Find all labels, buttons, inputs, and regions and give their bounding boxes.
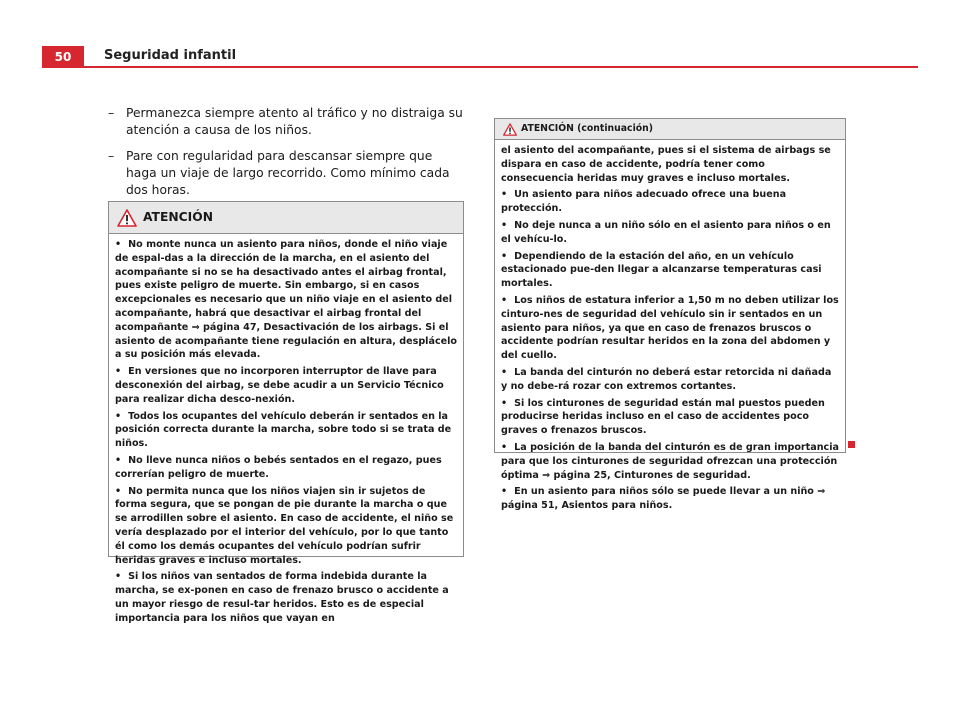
bullet-marker: • [501,189,508,201]
list-item-text: Si los cinturones de seguridad están mal puestos pueden producirse heridas incluso en el caso de accidentes poco graves o frenazos bruscos. [501,397,825,437]
list-item-text: Todos los ocupantes del vehículo deberán ir sentados en la posición correcta durante la marcha, sobre todo si se trata de niños. [115,410,452,450]
bullet-marker: • [501,250,508,262]
list-item-text: En versiones que no incorporen interruptor de llave para desconexión del airbag, se debe acudir a un Servicio Técnico para realizar dicha desco-nexión. [115,366,444,405]
list-item [115,570,458,625]
list-item-text: Un asiento para niños adecuado ofrece una buena protección. [501,189,787,215]
section-end-marker [848,441,855,448]
intro-list [108,105,464,208]
warning-triangle-icon [117,209,137,227]
bullet-marker: • [115,485,122,497]
continuation-text: el asiento del acompañante, pues si el sistema de airbags se dispara en caso de accidente, podría tener como consecuencia heridas muy graves e incluso mortales. [501,145,831,184]
list-item-text: Los niños de estatura inferior a 1,50 m no deben utilizar los cinturo-nes de seguridad del vehículo sin ir sentados en un asiento para niños, ya que en caso de frenazos bruscos o accidente podrían resultar heridos en la zona del abdomen y del cuello. [501,294,839,362]
list-item-text: Dependiendo de la estación del año, en un vehículo estacionado pue-den llegar a alcanzarse temperaturas casi mortales. [501,250,822,290]
dash-marker: – [108,106,115,120]
list-item-text: La banda del cinturón no deberá estar retorcida ni dañada y no debe-rá rozar con extremos cortantes. [501,366,832,392]
page-title: Seguridad infantil [104,48,237,63]
warning-title: ATENCIÓN (continuación) [521,123,654,135]
dash-marker: – [108,149,115,163]
list-item-text: No lleve nunca niños o bebés sentados en el regazo, pues correrían peligro de muerte. [115,454,442,480]
list-item [501,250,840,291]
bullet-marker: • [501,366,508,378]
list-item [501,188,840,216]
bullet-marker: • [501,397,508,409]
list-item [108,105,464,139]
list-item-text: En un asiento para niños sólo se puede llevar a un niño ⇒ página 51, Asientos para niños. [501,486,826,512]
list-item-text: No deje nunca a un niño sólo en el asiento para niños o en el vehícu-lo. [501,219,831,245]
list-item-text: Permanezca siempre atento al tráfico y no distraiga su atención a causa de los niños. [126,106,463,137]
warning-box-header [109,202,463,234]
list-item [108,148,464,199]
warning-box-continued [494,118,846,512]
list-item [115,485,458,568]
list-item [501,441,840,482]
list-item-text: No permita nunca que los niños viajen sin ir sujetos de forma segura, que se pongan de pie durante la marcha o que se arrodillen sobre el asiento. En caso de accidente, el niño se vería desplazado por el interior del vehículo, por lo que tanto él como los demás ocupantes del vehículo podrían sufrir heridas graves e incluso mortales. [115,485,454,566]
list-item-text: No monte nunca un asiento para niños, donde el niño viaje de espal-das a la dirección de la marcha, en el asiento del acompañante si no se ha desactivado antes el airbag frontal, pues existe peligro de muerte. Sin embargo, si en casos excepcionales es necesario que un niño viaje en el asiento del acompañante, habrá que desactivar el airbag frontal del acompañante ⇒ página 47, Desactivación de los airbags. Si el asiento de acompañante tiene regulación en altura, desplácelo a su posición más elevada. [115,239,458,361]
list-item [115,454,458,482]
list-item-text: Pare con regularidad para descansar siempre que haga un viaje de largo recorrido. Como mínimo cada dos horas. [126,149,450,197]
bullet-marker: • [115,571,122,583]
bullet-marker: • [501,294,508,306]
list-item-text: Si los niños van sentados de forma indebida durante la marcha, se ex-ponen en caso de frenazo brusco o accidente a un mayor riesgo de resul-tar heridos. Esto es de especial importancia para los niños que vayan en [115,571,449,624]
list-item [501,219,840,247]
bullet-marker: • [501,486,508,498]
warning-box [108,201,464,624]
list-item [501,366,840,394]
list-item [115,365,458,406]
bullet-marker: • [115,366,122,378]
warning-body [109,234,463,626]
header-divider [84,66,918,68]
bullet-marker: • [115,410,122,422]
list-item-text: La posición de la banda del cinturón es de gran importancia para que los cinturones de seguridad ofrezcan una protección óptima ⇒ página 25, Cinturones de seguridad. [501,441,839,481]
warning-title: ATENCIÓN [143,209,213,224]
list-item [501,294,840,363]
warning-triangle-icon [503,123,517,136]
warning-body [495,140,845,513]
list-item [501,397,840,438]
page-number: 50 [42,46,84,68]
bullet-marker: • [115,454,122,466]
list-item [115,410,458,451]
bullet-marker: • [501,441,508,453]
warning-box-header [495,119,845,140]
bullet-marker: • [115,239,122,250]
list-item [115,238,458,362]
list-item [501,485,840,513]
bullet-marker: • [501,219,508,231]
